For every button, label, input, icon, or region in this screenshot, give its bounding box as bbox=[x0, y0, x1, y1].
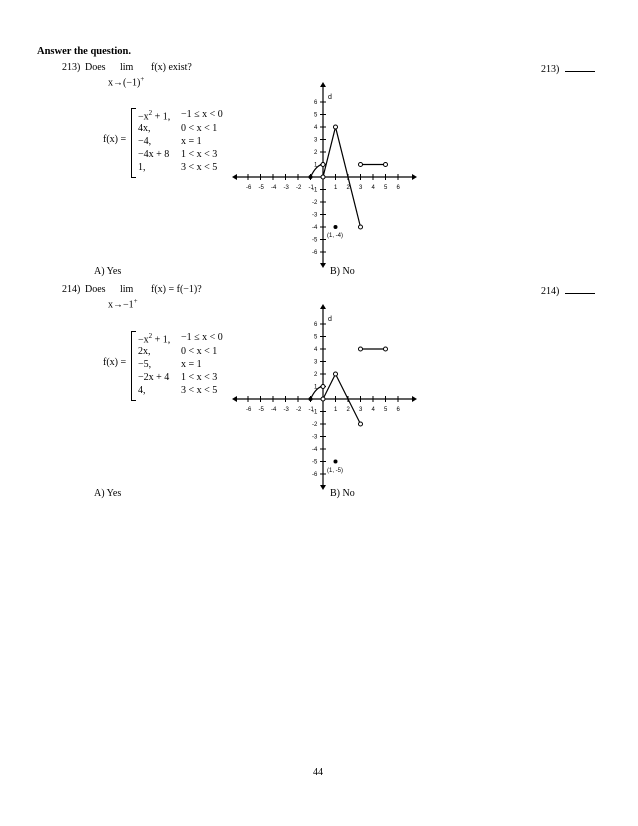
open-endpoint bbox=[359, 347, 363, 351]
y-axis-arrow-down bbox=[320, 485, 326, 490]
y-tick-label: -5 bbox=[312, 459, 318, 466]
piece-condition: −1 ≤ x < 0 bbox=[181, 332, 223, 343]
y-tick-label: 4 bbox=[314, 125, 318, 131]
x-tick-label: -3 bbox=[283, 185, 289, 191]
point-label: (1, -5) bbox=[327, 468, 344, 474]
choice-b[interactable]: B) No bbox=[330, 266, 355, 277]
x-tick-label: -6 bbox=[246, 185, 252, 191]
function-graph bbox=[230, 80, 420, 270]
piece-expr: 4, bbox=[138, 385, 146, 396]
piece-condition: x = 1 bbox=[181, 136, 202, 147]
y-axis-arrow-up bbox=[320, 82, 326, 87]
x-tick-label: -1 bbox=[308, 407, 314, 413]
y-tick-label: 1 bbox=[314, 384, 318, 391]
choice-a[interactable]: A) Yes bbox=[94, 488, 122, 499]
piece-condition: 0 < x < 1 bbox=[181, 123, 218, 134]
x-axis-arrow-left bbox=[232, 174, 237, 180]
y-tick-label: -1 bbox=[312, 409, 318, 416]
open-endpoint bbox=[321, 175, 325, 179]
y-tick-label: -4 bbox=[312, 447, 318, 453]
left-brace bbox=[131, 331, 136, 401]
y-tick-label: 6 bbox=[314, 100, 318, 106]
piece-expr: 1, bbox=[138, 162, 146, 173]
open-endpoint bbox=[334, 372, 338, 376]
x-tick-label: -6 bbox=[246, 407, 252, 413]
x-tick-label: 1 bbox=[334, 407, 338, 413]
point-label: (1, -4) bbox=[327, 233, 344, 239]
x-tick-label: 5 bbox=[384, 407, 388, 413]
y-tick-label: 6 bbox=[314, 322, 318, 328]
choice-a[interactable]: A) Yes bbox=[94, 266, 122, 277]
answer-slot: 213) bbox=[541, 62, 595, 75]
y-tick-label: -3 bbox=[312, 212, 318, 219]
open-endpoint bbox=[321, 385, 325, 389]
y-tick-label: 2 bbox=[314, 372, 318, 378]
piece-condition: −1 ≤ x < 0 bbox=[181, 109, 223, 120]
y-tick-label: -2 bbox=[312, 200, 318, 206]
answer-blank bbox=[565, 284, 595, 294]
x-axis-arrow-right bbox=[412, 396, 417, 402]
x-tick-label: -2 bbox=[296, 185, 302, 191]
piece-expr: 4x, bbox=[138, 123, 151, 134]
y-tick-label: 3 bbox=[314, 137, 318, 144]
piece-expr: −4x + 8 bbox=[138, 149, 170, 160]
y-tick-label: 1 bbox=[314, 162, 318, 169]
x-tick-label: -2 bbox=[296, 407, 302, 413]
y-tick-label: 5 bbox=[314, 334, 318, 341]
open-endpoint bbox=[334, 125, 338, 129]
piece-condition: 3 < x < 5 bbox=[181, 162, 218, 173]
piece-condition: 3 < x < 5 bbox=[181, 385, 218, 396]
x-tick-label: -1 bbox=[308, 185, 314, 191]
y-tick-label: -6 bbox=[312, 472, 318, 478]
question-number: 213) bbox=[62, 62, 81, 73]
y-tick-label: -6 bbox=[312, 250, 318, 256]
x-tick-label: 2 bbox=[346, 407, 350, 413]
limit-word: lim bbox=[120, 284, 134, 295]
x-tick-label: 3 bbox=[359, 185, 363, 191]
x-tick-label: 3 bbox=[359, 407, 363, 413]
answer-blank bbox=[565, 62, 595, 72]
limit-subscript: x→−1+ bbox=[108, 297, 138, 311]
piece-condition: 0 < x < 1 bbox=[181, 346, 218, 357]
y-tick-label: 3 bbox=[314, 359, 318, 366]
closed-endpoint bbox=[309, 175, 313, 179]
y-tick-label: -4 bbox=[312, 225, 318, 231]
open-endpoint bbox=[321, 163, 325, 167]
open-endpoint bbox=[384, 347, 388, 351]
question-prefix: Does bbox=[85, 62, 106, 73]
y-axis-arrow-down bbox=[320, 263, 326, 268]
question-number: 214) bbox=[62, 284, 81, 295]
answer-slot: 214) bbox=[541, 284, 595, 297]
question-prefix: Does bbox=[85, 284, 106, 295]
piece-expr: −4, bbox=[138, 136, 152, 147]
x-tick-label: 2 bbox=[346, 185, 350, 191]
question-stem: f(x) = f(−1)? bbox=[151, 284, 202, 295]
function-label: f(x) = bbox=[103, 134, 127, 145]
piece-condition: 1 < x < 3 bbox=[181, 149, 218, 160]
function-label: f(x) = bbox=[103, 357, 127, 368]
y-tick-label: 4 bbox=[314, 347, 318, 353]
piece-condition: x = 1 bbox=[181, 359, 202, 370]
left-brace bbox=[131, 108, 136, 178]
y-tick-label: -3 bbox=[312, 434, 318, 441]
page-number: 44 bbox=[313, 767, 323, 778]
question-stem: f(x) exist? bbox=[151, 62, 192, 73]
y-tick-label: -5 bbox=[312, 237, 318, 244]
y-tick-label: 5 bbox=[314, 112, 318, 119]
choice-b[interactable]: B) No bbox=[330, 488, 355, 499]
x-tick-label: 4 bbox=[371, 407, 375, 413]
isolated-point bbox=[334, 225, 338, 229]
x-axis-arrow-right bbox=[412, 174, 417, 180]
x-tick-label: -5 bbox=[258, 407, 264, 413]
limit-word: lim bbox=[120, 62, 134, 73]
piece-expr: $-x^2 + 1$, bbox=[138, 109, 171, 123]
y-axis-label: d bbox=[328, 316, 332, 323]
piece-expr: −5, bbox=[138, 359, 152, 370]
x-axis-arrow-left bbox=[232, 396, 237, 402]
x-tick-label: -4 bbox=[271, 185, 277, 191]
x-tick-label: 6 bbox=[396, 407, 400, 413]
x-tick-label: 1 bbox=[334, 185, 338, 191]
piece-expr: −2x + 4 bbox=[138, 372, 170, 383]
piece-condition: 1 < x < 3 bbox=[181, 372, 218, 383]
closed-endpoint bbox=[309, 397, 313, 401]
x-tick-label: -3 bbox=[283, 407, 289, 413]
open-endpoint bbox=[384, 163, 388, 167]
open-endpoint bbox=[359, 163, 363, 167]
piece-expr: $-x^2 + 1$, bbox=[138, 332, 171, 346]
open-endpoint bbox=[359, 225, 363, 229]
y-axis-label: d bbox=[328, 94, 332, 101]
y-axis-arrow-up bbox=[320, 304, 326, 309]
x-tick-label: -5 bbox=[258, 185, 264, 191]
y-tick-label: 2 bbox=[314, 150, 318, 156]
function-graph bbox=[230, 302, 420, 492]
open-endpoint bbox=[359, 422, 363, 426]
y-tick-label: -1 bbox=[312, 187, 318, 194]
y-tick-label: -2 bbox=[312, 422, 318, 428]
section-heading: Answer the question. bbox=[37, 46, 132, 57]
x-tick-label: 4 bbox=[371, 185, 375, 191]
x-tick-label: 5 bbox=[384, 185, 388, 191]
x-tick-label: 6 bbox=[396, 185, 400, 191]
limit-subscript: x→(−1)+ bbox=[108, 75, 145, 89]
x-tick-label: -4 bbox=[271, 407, 277, 413]
open-endpoint bbox=[321, 397, 325, 401]
piece-expr: 2x, bbox=[138, 346, 151, 357]
isolated-point bbox=[334, 460, 338, 464]
